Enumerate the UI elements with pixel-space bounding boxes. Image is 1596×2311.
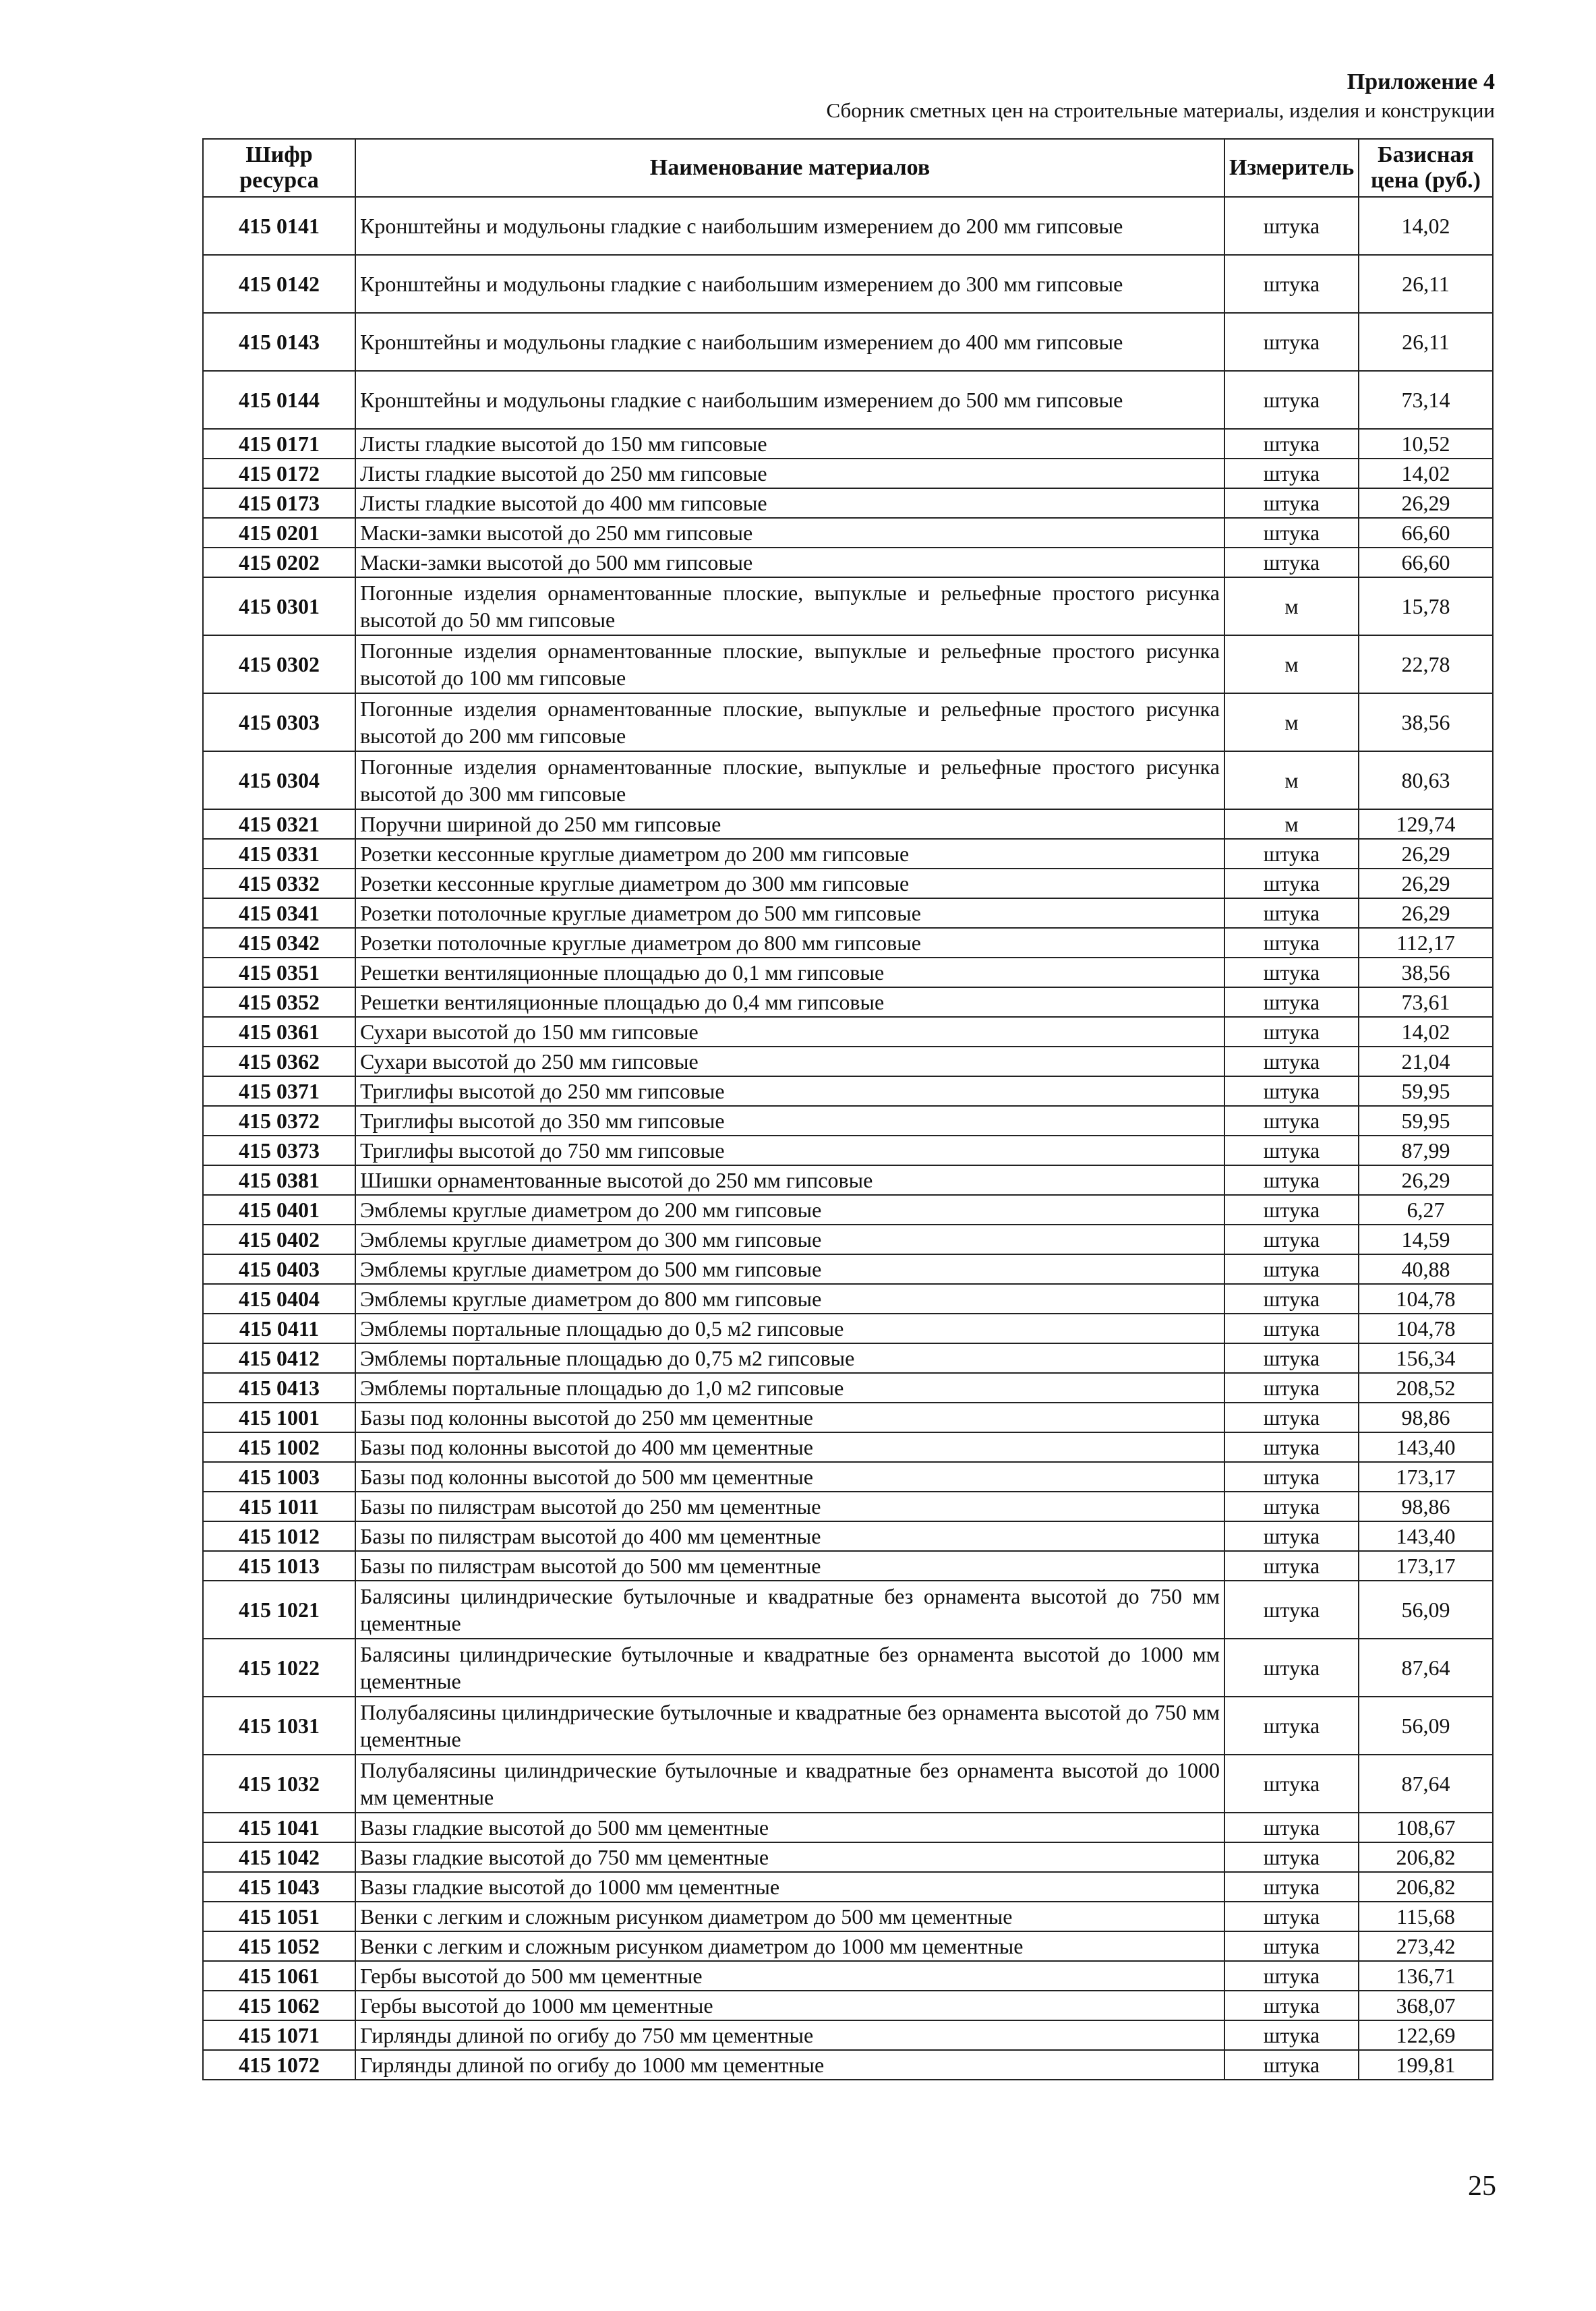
cell-name: Гербы высотой до 500 мм цементные (355, 1961, 1224, 1991)
table-row (203, 313, 1493, 371)
cell-price: 87,64 (1359, 1639, 1493, 1697)
table-row (203, 1136, 1493, 1165)
table-header-row (203, 139, 1493, 197)
table-row (203, 1813, 1493, 1842)
cell-code: 415 0403 (203, 1254, 355, 1284)
cell-code: 415 1012 (203, 1521, 355, 1551)
cell-code: 415 0144 (203, 371, 355, 429)
cell-code: 415 0411 (203, 1314, 355, 1343)
table-row (203, 1225, 1493, 1254)
cell-unit: штука (1224, 429, 1359, 459)
table-row (203, 839, 1493, 869)
cell-code: 415 1003 (203, 1462, 355, 1492)
cell-code: 415 1032 (203, 1755, 355, 1813)
cell-name: Триглифы высотой до 750 мм гипсовые (355, 1136, 1224, 1165)
cell-unit: штука (1224, 1492, 1359, 1521)
cell-name: Кронштейны и модульоны гладкие с наибольшим измерением до 300 мм гипсовые (355, 255, 1224, 313)
cell-price: 206,82 (1359, 1842, 1493, 1872)
table-row (203, 1432, 1493, 1462)
cell-name: Венки с легким и сложным рисунком диаметром до 500 мм цементные (355, 1902, 1224, 1931)
cell-code: 415 1011 (203, 1492, 355, 1521)
column-header-unit: Измеритель (1224, 139, 1359, 197)
cell-name: Розетки кессонные круглые диаметром до 300 мм гипсовые (355, 869, 1224, 898)
table-row (203, 1551, 1493, 1581)
column-header-code: Шифр ресурса (203, 139, 355, 197)
table-row (203, 1639, 1493, 1697)
cell-code: 415 0202 (203, 548, 355, 577)
table-row (203, 1373, 1493, 1403)
appendix-label: Приложение 4 (1347, 69, 1495, 94)
cell-name: Эмблемы круглые диаметром до 300 мм гипсовые (355, 1225, 1224, 1254)
cell-code: 415 1072 (203, 2050, 355, 2080)
table-row (203, 635, 1493, 693)
page-number: 25 (1468, 2171, 1496, 2202)
table-row (203, 371, 1493, 429)
cell-price: 26,29 (1359, 898, 1493, 928)
cell-code: 415 0362 (203, 1047, 355, 1076)
cell-price: 206,82 (1359, 1872, 1493, 1902)
cell-unit: штука (1224, 1432, 1359, 1462)
cell-name: Вазы гладкие высотой до 500 мм цементные (355, 1813, 1224, 1842)
cell-price: 14,02 (1359, 197, 1493, 255)
cell-name: Венки с легким и сложным рисунком диаметром до 1000 мм цементные (355, 1931, 1224, 1961)
cell-name: Решетки вентиляционные площадью до 0,1 мм гипсовые (355, 958, 1224, 987)
cell-price: 208,52 (1359, 1373, 1493, 1403)
table-row (203, 1697, 1493, 1755)
cell-unit: штука (1224, 1343, 1359, 1373)
cell-name: Балясины цилиндрические бутылочные и квадратные без орнамента высотой до 750 мм цементные (355, 1581, 1224, 1639)
table-row (203, 2020, 1493, 2050)
cell-unit: штука (1224, 1872, 1359, 1902)
table-row (203, 429, 1493, 459)
cell-name: Листы гладкие высотой до 400 мм гипсовые (355, 488, 1224, 518)
table-row (203, 693, 1493, 751)
cell-unit: штука (1224, 1639, 1359, 1697)
table-row (203, 1462, 1493, 1492)
cell-unit: штука (1224, 1462, 1359, 1492)
cell-code: 415 1052 (203, 1931, 355, 1961)
cell-code: 415 1051 (203, 1902, 355, 1931)
cell-code: 415 0402 (203, 1225, 355, 1254)
cell-code: 415 0142 (203, 255, 355, 313)
cell-name: Триглифы высотой до 350 мм гипсовые (355, 1106, 1224, 1136)
cell-name: Маски-замки высотой до 250 мм гипсовые (355, 518, 1224, 548)
cell-name: Погонные изделия орнаментованные плоские, выпуклые и рельефные простого рисунка высотой до 100 мм гипсовые (355, 635, 1224, 693)
cell-name: Сухари высотой до 250 мм гипсовые (355, 1047, 1224, 1076)
cell-unit: штука (1224, 1991, 1359, 2020)
cell-unit: штука (1224, 313, 1359, 371)
cell-unit: штука (1224, 1225, 1359, 1254)
cell-name: Гирлянды длиной по огибу до 750 мм цементные (355, 2020, 1224, 2050)
cell-name: Полубалясины цилиндрические бутылочные и квадратные без орнамента высотой до 750 мм цементные (355, 1697, 1224, 1755)
cell-price: 199,81 (1359, 2050, 1493, 2080)
table-row (203, 1581, 1493, 1639)
cell-unit: штука (1224, 839, 1359, 869)
cell-price: 38,56 (1359, 958, 1493, 987)
cell-price: 10,52 (1359, 429, 1493, 459)
cell-name: Розетки кессонные круглые диаметром до 200 мм гипсовые (355, 839, 1224, 869)
table-row (203, 1076, 1493, 1106)
table-row (203, 1314, 1493, 1343)
cell-price: 98,86 (1359, 1403, 1493, 1432)
cell-code: 415 1013 (203, 1551, 355, 1581)
cell-price: 56,09 (1359, 1581, 1493, 1639)
cell-name: Кронштейны и модульоны гладкие с наибольшим измерением до 500 мм гипсовые (355, 371, 1224, 429)
cell-price: 129,74 (1359, 809, 1493, 839)
cell-unit: штука (1224, 1551, 1359, 1581)
table-row (203, 1521, 1493, 1551)
cell-price: 26,29 (1359, 839, 1493, 869)
table-row (203, 1842, 1493, 1872)
cell-code: 415 1022 (203, 1639, 355, 1697)
cell-name: Эмблемы круглые диаметром до 200 мм гипсовые (355, 1195, 1224, 1225)
cell-unit: штука (1224, 869, 1359, 898)
cell-unit: штука (1224, 1373, 1359, 1403)
cell-price: 38,56 (1359, 693, 1493, 751)
cell-price: 26,29 (1359, 1165, 1493, 1195)
page-header (826, 67, 1495, 124)
cell-unit: штука (1224, 958, 1359, 987)
cell-code: 415 0172 (203, 459, 355, 488)
table-row (203, 928, 1493, 958)
cell-unit: штука (1224, 987, 1359, 1017)
cell-price: 6,27 (1359, 1195, 1493, 1225)
table-row (203, 1991, 1493, 2020)
cell-code: 415 0404 (203, 1284, 355, 1314)
cell-code: 415 1021 (203, 1581, 355, 1639)
cell-code: 415 0373 (203, 1136, 355, 1165)
cell-name: Поручни шириной до 250 мм гипсовые (355, 809, 1224, 839)
cell-code: 415 0331 (203, 839, 355, 869)
column-header-name: Наименование материалов (355, 139, 1224, 197)
cell-name: Вазы гладкие высотой до 750 мм цементные (355, 1842, 1224, 1872)
cell-price: 59,95 (1359, 1106, 1493, 1136)
cell-code: 415 1001 (203, 1403, 355, 1432)
cell-code: 415 0342 (203, 928, 355, 958)
table-row (203, 255, 1493, 313)
table-row (203, 1343, 1493, 1373)
cell-code: 415 1042 (203, 1842, 355, 1872)
cell-price: 122,69 (1359, 2020, 1493, 2050)
cell-code: 415 0413 (203, 1373, 355, 1403)
cell-name: Розетки потолочные круглые диаметром до 500 мм гипсовые (355, 898, 1224, 928)
table-row (203, 1284, 1493, 1314)
cell-unit: штука (1224, 548, 1359, 577)
table-body (203, 197, 1493, 2080)
cell-price: 26,11 (1359, 313, 1493, 371)
table-row (203, 1961, 1493, 1991)
table-row (203, 869, 1493, 898)
table-row (203, 1106, 1493, 1136)
column-header-price: Базисная цена (руб.) (1359, 139, 1493, 197)
cell-price: 59,95 (1359, 1076, 1493, 1106)
cell-unit: штука (1224, 2020, 1359, 2050)
cell-code: 415 1071 (203, 2020, 355, 2050)
cell-name: Базы по пилястрам высотой до 500 мм цементные (355, 1551, 1224, 1581)
cell-code: 415 0321 (203, 809, 355, 839)
cell-price: 40,88 (1359, 1254, 1493, 1284)
cell-unit: штука (1224, 1047, 1359, 1076)
table-row (203, 197, 1493, 255)
cell-code: 415 0332 (203, 869, 355, 898)
table-row (203, 958, 1493, 987)
cell-code: 415 1041 (203, 1813, 355, 1842)
cell-price: 143,40 (1359, 1432, 1493, 1462)
cell-price: 104,78 (1359, 1314, 1493, 1343)
cell-unit: штука (1224, 1136, 1359, 1165)
cell-unit: штука (1224, 1165, 1359, 1195)
cell-code: 415 0201 (203, 518, 355, 548)
cell-name: Гирлянды длиной по огибу до 1000 мм цементные (355, 2050, 1224, 2080)
cell-unit: штука (1224, 928, 1359, 958)
cell-unit: штука (1224, 1521, 1359, 1551)
cell-price: 21,04 (1359, 1047, 1493, 1076)
cell-code: 415 0352 (203, 987, 355, 1017)
cell-price: 87,64 (1359, 1755, 1493, 1813)
cell-name: Базы под колонны высотой до 250 мм цементные (355, 1403, 1224, 1432)
cell-name: Решетки вентиляционные площадью до 0,4 мм гипсовые (355, 987, 1224, 1017)
table-row (203, 1755, 1493, 1813)
cell-price: 22,78 (1359, 635, 1493, 693)
cell-name: Погонные изделия орнаментованные плоские, выпуклые и рельефные простого рисунка высотой до 200 мм гипсовые (355, 693, 1224, 751)
cell-price: 115,68 (1359, 1902, 1493, 1931)
table-row (203, 751, 1493, 809)
cell-name: Погонные изделия орнаментованные плоские, выпуклые и рельефные простого рисунка высотой до 50 мм гипсовые (355, 577, 1224, 635)
cell-code: 415 0351 (203, 958, 355, 987)
table-row (203, 1492, 1493, 1521)
cell-price: 87,99 (1359, 1136, 1493, 1165)
cell-unit: штука (1224, 2050, 1359, 2080)
cell-code: 415 1061 (203, 1961, 355, 1991)
cell-name: Эмблемы круглые диаметром до 500 мм гипсовые (355, 1254, 1224, 1284)
cell-unit: штука (1224, 518, 1359, 548)
table-row (203, 1165, 1493, 1195)
cell-unit: м (1224, 635, 1359, 693)
cell-unit: штука (1224, 1755, 1359, 1813)
table-row (203, 809, 1493, 839)
cell-price: 14,02 (1359, 1017, 1493, 1047)
cell-code: 415 0301 (203, 577, 355, 635)
cell-price: 73,61 (1359, 987, 1493, 1017)
table-row (203, 1195, 1493, 1225)
cell-code: 415 1002 (203, 1432, 355, 1462)
cell-price: 156,34 (1359, 1343, 1493, 1373)
cell-name: Балясины цилиндрические бутылочные и квадратные без орнамента высотой до 1000 мм цементные (355, 1639, 1224, 1697)
cell-unit: штука (1224, 488, 1359, 518)
cell-price: 66,60 (1359, 518, 1493, 548)
table-row (203, 488, 1493, 518)
cell-unit: штука (1224, 1842, 1359, 1872)
cell-price: 26,29 (1359, 488, 1493, 518)
cell-unit: штука (1224, 898, 1359, 928)
cell-unit: штука (1224, 1581, 1359, 1639)
cell-code: 415 1062 (203, 1991, 355, 2020)
cell-name: Эмблемы портальные площадью до 0,75 м2 гипсовые (355, 1343, 1224, 1373)
cell-price: 26,11 (1359, 255, 1493, 313)
cell-name: Эмблемы круглые диаметром до 800 мм гипсовые (355, 1284, 1224, 1314)
cell-name: Базы под колонны высотой до 500 мм цементные (355, 1462, 1224, 1492)
cell-name: Эмблемы портальные площадью до 0,5 м2 гипсовые (355, 1314, 1224, 1343)
cell-name: Эмблемы портальные площадью до 1,0 м2 гипсовые (355, 1373, 1224, 1403)
cell-code: 415 1031 (203, 1697, 355, 1755)
table-row (203, 577, 1493, 635)
cell-name: Листы гладкие высотой до 150 мм гипсовые (355, 429, 1224, 459)
cell-price: 143,40 (1359, 1521, 1493, 1551)
table-row (203, 1017, 1493, 1047)
cell-price: 104,78 (1359, 1284, 1493, 1314)
cell-name: Маски-замки высотой до 500 мм гипсовые (355, 548, 1224, 577)
cell-code: 415 0381 (203, 1165, 355, 1195)
cell-unit: штука (1224, 1254, 1359, 1284)
cell-price: 112,17 (1359, 928, 1493, 958)
cell-price: 98,86 (1359, 1492, 1493, 1521)
cell-unit: штука (1224, 1195, 1359, 1225)
cell-name: Листы гладкие высотой до 250 мм гипсовые (355, 459, 1224, 488)
table-row (203, 459, 1493, 488)
cell-unit: м (1224, 809, 1359, 839)
cell-unit: штука (1224, 1284, 1359, 1314)
cell-price: 14,02 (1359, 459, 1493, 488)
cell-name: Базы под колонны высотой до 400 мм цементные (355, 1432, 1224, 1462)
cell-code: 415 0412 (203, 1343, 355, 1373)
cell-name: Гербы высотой до 1000 мм цементные (355, 1991, 1224, 2020)
cell-unit: штука (1224, 371, 1359, 429)
cell-code: 415 0302 (203, 635, 355, 693)
cell-name: Шишки орнаментованные высотой до 250 мм гипсовые (355, 1165, 1224, 1195)
table-row (203, 987, 1493, 1017)
cell-unit: штука (1224, 197, 1359, 255)
cell-unit: м (1224, 577, 1359, 635)
cell-unit: штука (1224, 1961, 1359, 1991)
cell-unit: м (1224, 693, 1359, 751)
cell-price: 15,78 (1359, 577, 1493, 635)
cell-name: Триглифы высотой до 250 мм гипсовые (355, 1076, 1224, 1106)
cell-price: 173,17 (1359, 1551, 1493, 1581)
cell-price: 26,29 (1359, 869, 1493, 898)
cell-price: 108,67 (1359, 1813, 1493, 1842)
cell-unit: штука (1224, 459, 1359, 488)
cell-code: 415 0171 (203, 429, 355, 459)
collection-subtitle: Сборник сметных цен на строительные материалы, изделия и конструкции (826, 98, 1495, 122)
table-row (203, 1403, 1493, 1432)
cell-unit: штука (1224, 255, 1359, 313)
cell-price: 66,60 (1359, 548, 1493, 577)
cell-unit: штука (1224, 1931, 1359, 1961)
cell-price: 73,14 (1359, 371, 1493, 429)
cell-name: Розетки потолочные круглые диаметром до 800 мм гипсовые (355, 928, 1224, 958)
cell-code: 415 0143 (203, 313, 355, 371)
cell-price: 173,17 (1359, 1462, 1493, 1492)
cell-unit: штука (1224, 1017, 1359, 1047)
cell-code: 415 0303 (203, 693, 355, 751)
table-row (203, 518, 1493, 548)
cell-unit: штука (1224, 1076, 1359, 1106)
cell-unit: штука (1224, 1106, 1359, 1136)
table-row (203, 1902, 1493, 1931)
table-row (203, 548, 1493, 577)
cell-unit: штука (1224, 1902, 1359, 1931)
cell-name: Сухари высотой до 150 мм гипсовые (355, 1017, 1224, 1047)
cell-name: Вазы гладкие высотой до 1000 мм цементные (355, 1872, 1224, 1902)
cell-code: 415 0372 (203, 1106, 355, 1136)
cell-code: 415 1043 (203, 1872, 355, 1902)
cell-price: 56,09 (1359, 1697, 1493, 1755)
cell-name: Кронштейны и модульоны гладкие с наибольшим измерением до 200 мм гипсовые (355, 197, 1224, 255)
cell-name: Базы по пилястрам высотой до 400 мм цементные (355, 1521, 1224, 1551)
cell-code: 415 0401 (203, 1195, 355, 1225)
cell-price: 273,42 (1359, 1931, 1493, 1961)
table-row (203, 1254, 1493, 1284)
table-row (203, 1872, 1493, 1902)
cell-name: Кронштейны и модульоны гладкие с наибольшим измерением до 400 мм гипсовые (355, 313, 1224, 371)
cell-unit: м (1224, 751, 1359, 809)
cell-unit: штука (1224, 1813, 1359, 1842)
cell-code: 415 0141 (203, 197, 355, 255)
cell-code: 415 0304 (203, 751, 355, 809)
cell-name: Полубалясины цилиндрические бутылочные и квадратные без орнамента высотой до 1000 мм цементные (355, 1755, 1224, 1813)
cell-code: 415 0371 (203, 1076, 355, 1106)
cell-name: Погонные изделия орнаментованные плоские, выпуклые и рельефные простого рисунка высотой до 300 мм гипсовые (355, 751, 1224, 809)
cell-name: Базы по пилястрам высотой до 250 мм цементные (355, 1492, 1224, 1521)
table-row (203, 1047, 1493, 1076)
cell-code: 415 0361 (203, 1017, 355, 1047)
cell-unit: штука (1224, 1403, 1359, 1432)
cell-price: 136,71 (1359, 1961, 1493, 1991)
table-row (203, 898, 1493, 928)
cell-unit: штука (1224, 1314, 1359, 1343)
cell-price: 368,07 (1359, 1991, 1493, 2020)
cell-unit: штука (1224, 1697, 1359, 1755)
cell-code: 415 0341 (203, 898, 355, 928)
table-row (203, 2050, 1493, 2080)
table-row (203, 1931, 1493, 1961)
price-table (202, 138, 1494, 2080)
cell-code: 415 0173 (203, 488, 355, 518)
cell-price: 80,63 (1359, 751, 1493, 809)
cell-price: 14,59 (1359, 1225, 1493, 1254)
